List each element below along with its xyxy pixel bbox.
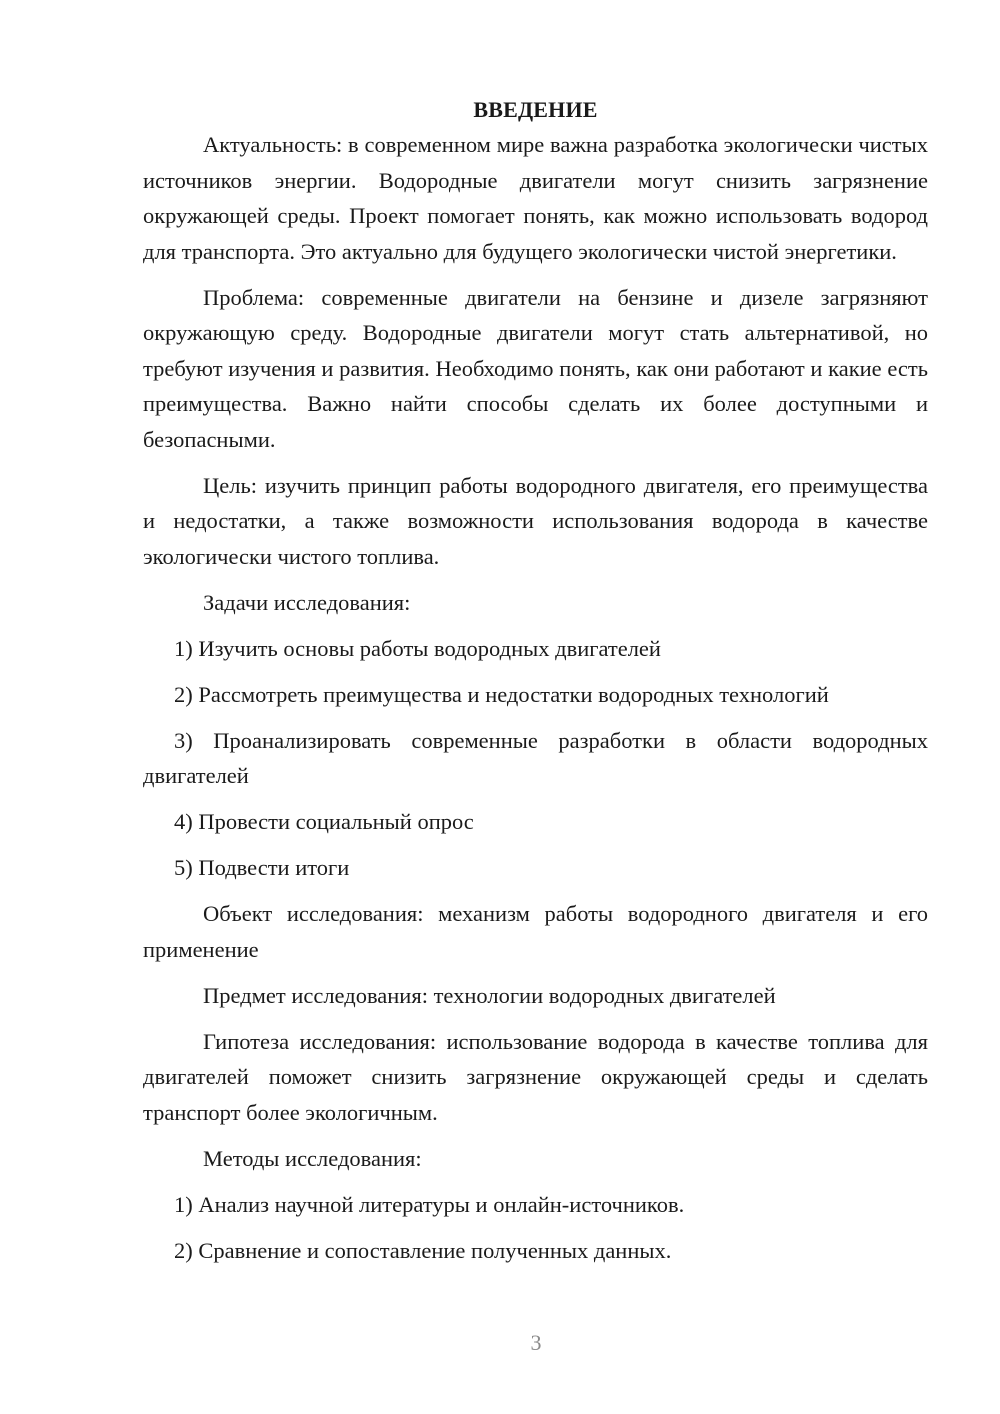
- list-item: 5) Подвести итоги: [174, 855, 350, 880]
- paragraph-hypothesis: Гипотеза исследования: использование водорода в качестве топлива для двигателей поможет снизить загрязнение окружающей среды и сделать транспорт более экологичным.: [143, 1028, 928, 1125]
- paragraph-problem: Проблема: современные двигатели на бензине и дизеле загрязняют окружающую среду. Водородные двигатели могут стать альтернативой, но требуют изучения и развития. Необходимо понять, как они работают и какие есть преимущества. Важно найти способы сделать их более доступными и безопасными.: [143, 284, 928, 452]
- list-item: 4) Провести социальный опрос: [174, 809, 474, 834]
- page-number: 3: [530, 1330, 542, 1355]
- list-item: 3) Проанализировать современные разработки в области водородных двигателей: [143, 727, 928, 788]
- page-title: ВВЕДЕНИЕ: [473, 97, 598, 122]
- document-page: [143, 92, 928, 1279]
- list-item: 2) Сравнение и сопоставление полученных данных.: [174, 1237, 672, 1263]
- list-item: 1) Изучить основы работы водородных двигателей: [174, 635, 661, 661]
- paragraph-relevance: Актуальность: в современном мире важна разработка экологически чистых источников энергии. Водородные двигатели могут снизить загрязнение окружающей среды. Проект помогает понять, как можно использовать водород для транспорта. Это актуально для будущего экологически чистой энергетики.: [143, 132, 928, 264]
- paragraph-subject: Предмет исследования: технологии водородных двигателей: [203, 982, 776, 1008]
- paragraph-goal: Цель: изучить принцип работы водородного двигателя, его преимущества и недостатки, а также возможности использования водорода в качестве экологически чистого топлива.: [143, 472, 928, 569]
- list-item: 2) Рассмотреть преимущества и недостатки водородных технологий: [174, 681, 829, 707]
- paragraph-tasks-heading: Задачи исследования:: [203, 589, 411, 615]
- paragraph-object: Объект исследования: механизм работы водородного двигателя и его применение: [143, 901, 928, 962]
- paragraph-methods-heading: Методы исследования:: [203, 1145, 422, 1171]
- list-item: 1) Анализ научной литературы и онлайн-источников.: [174, 1191, 685, 1217]
